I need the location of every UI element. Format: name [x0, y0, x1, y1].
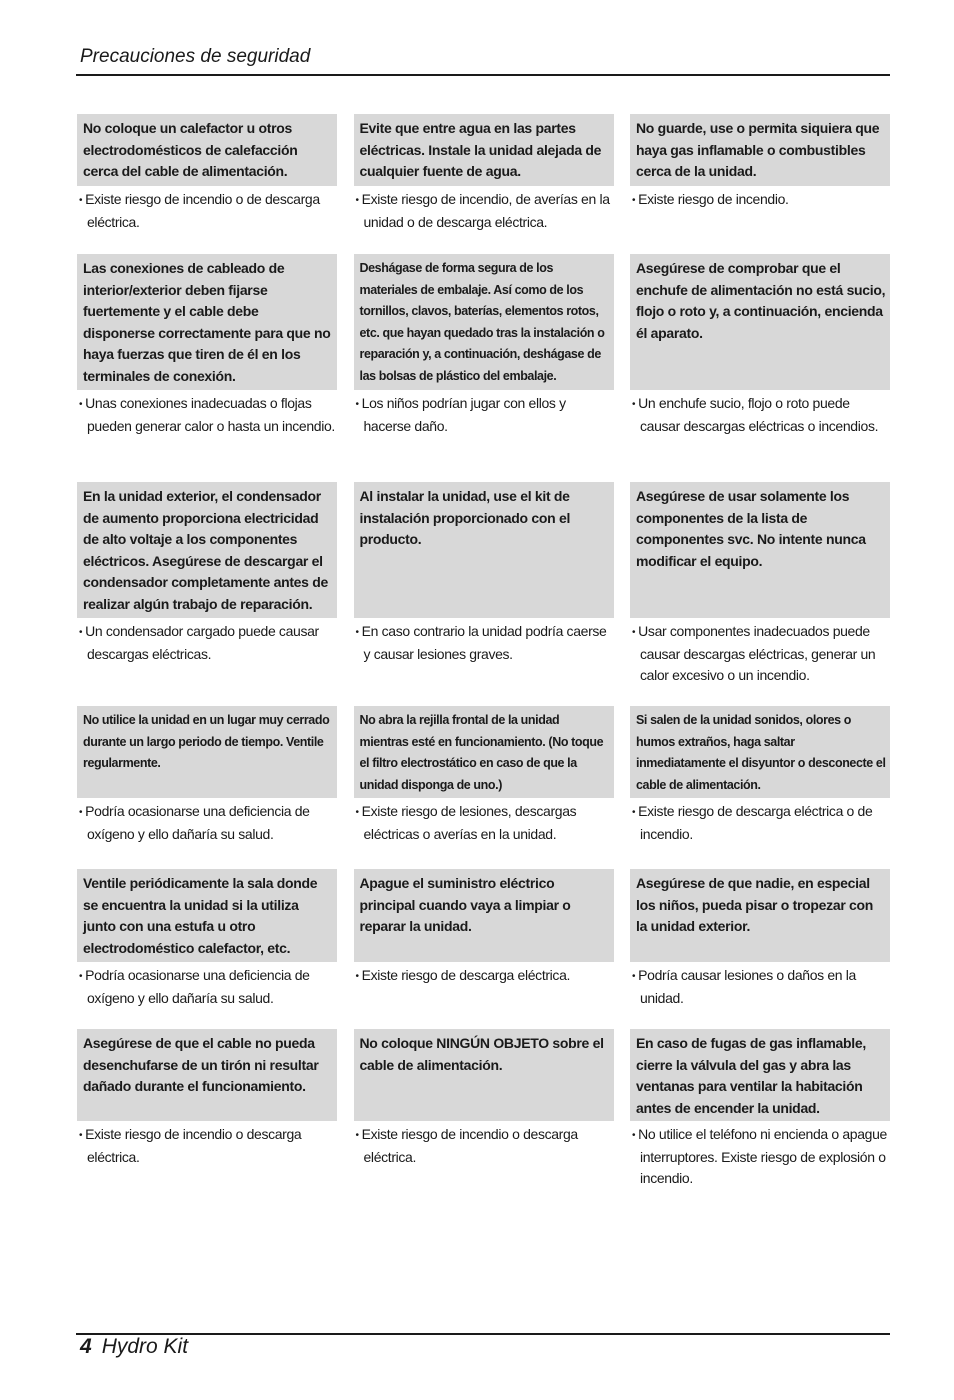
warning-note [77, 186, 337, 233]
precaution-item [77, 254, 337, 482]
precaution-item [77, 706, 337, 869]
note-text: Usar componentes inadecuados puede causar descargas eléctricas, generar un calor excesivo o un incendio. [638, 623, 876, 683]
note-text: Existe riesgo de descarga eléctrica o de incendio. [638, 803, 873, 842]
warning-note [630, 390, 890, 437]
warning-note [354, 798, 614, 845]
bullet-icon: • [355, 807, 359, 818]
note-text: Un enchufe sucio, flojo o roto puede causar descargas eléctricas o incendios. [638, 395, 879, 434]
note-text: Los niños podrían jugar con ellos y hacerse daño. [361, 395, 566, 434]
precaution-item [77, 869, 337, 1029]
note-text: Existe riesgo de incendio. [638, 191, 789, 207]
precaution-row [77, 482, 890, 706]
bullet-icon: • [79, 399, 83, 410]
header-rule [76, 74, 890, 76]
bullet-icon: • [355, 971, 359, 982]
warning-box: En la unidad exterior, el condensador de aumento proporciona electricidad de alto voltaje a los componentes eléctricos. Asegúrese de descargar el condensador completamente antes de realizar algún trabajo de reparación. [77, 482, 337, 618]
warning-note [354, 186, 614, 233]
warning-note [77, 962, 337, 1009]
warning-box: Asegúrese de que nadie, en especial los niños, pueda pisar o tropezar con la unidad exterior. [630, 869, 890, 962]
note-text: No utilice el teléfono ni encienda o apague interruptores. Existe riesgo de explosión o incendio. [638, 1126, 887, 1186]
note-text: Podría causar lesiones o daños en la unidad. [638, 967, 856, 1006]
warning-box: No coloque NINGÚN OBJETO sobre el cable de alimentación. [354, 1029, 614, 1121]
warning-box: Deshágase de forma segura de los materiales de embalaje. Así como de los tornillos, clavos, baterías, elementos rotos, etc. que hayan quedado tras la instalación o reparación y, a continuación, deshágase de las bolsas de plástico del embalaje. [354, 254, 614, 390]
footer-product: Hydro Kit [101, 1335, 189, 1358]
precaution-item [77, 482, 337, 706]
precaution-item [354, 114, 614, 254]
note-text: Podría ocasionarse una deficiencia de oxígeno y ello dañaría su salud. [85, 803, 310, 842]
bullet-icon: • [632, 971, 636, 982]
note-text: Existe riesgo de incendio o descarga eléctrica. [361, 1126, 578, 1165]
bullet-icon: • [632, 807, 636, 818]
precaution-item [630, 114, 890, 254]
warning-box: Las conexiones de cableado de interior/exterior deben fijarse fuertemente y el cable debe disponerse correctamente para que no haya fuerzas que tiren de él en los terminales de conexión. [77, 254, 337, 390]
warning-box: Si salen de la unidad sonidos, olores o humos extraños, haga saltar inmediatamente el disyuntor o desconecte el cable de alimentación. [630, 706, 890, 798]
precaution-row [77, 869, 890, 1029]
note-text: Podría ocasionarse una deficiencia de oxígeno y ello dañaría su salud. [85, 967, 310, 1006]
warning-box: No guarde, use o permita siquiera que haya gas inflamable o combustibles cerca de la unidad. [630, 114, 890, 186]
precaution-item [630, 254, 890, 482]
bullet-icon: • [79, 1130, 83, 1141]
warning-box: En caso de fugas de gas inflamable, cierre la válvula del gas y abra las ventanas para ventilar la habitación antes de encender la unidad. [630, 1029, 890, 1121]
bullet-icon: • [79, 807, 83, 818]
warning-box: Al instalar la unidad, use el kit de instalación proporcionado con el producto. [354, 482, 614, 618]
bullet-icon: • [355, 195, 359, 206]
precaution-item [354, 482, 614, 706]
warning-note [77, 390, 337, 437]
warning-note [630, 798, 890, 845]
warning-box: Ventile periódicamente la sala donde se encuentra la unidad si la utiliza junto con una estufa u otro electrodoméstico calefactor, etc. [77, 869, 337, 962]
precaution-item [77, 114, 337, 254]
precaution-item [630, 869, 890, 1029]
warning-note [354, 390, 614, 437]
bullet-icon: • [355, 1130, 359, 1141]
page-footer [80, 1335, 188, 1359]
precaution-item [354, 1029, 614, 1199]
warning-note [630, 962, 890, 1009]
note-text: Existe riesgo de incendio o de descarga eléctrica. [85, 191, 320, 230]
note-text: Unas conexiones inadecuadas o flojas pueden generar calor o hasta un incendio. [85, 395, 335, 434]
precaution-row [77, 254, 890, 482]
warning-box: Apague el suministro eléctrico principal cuando vaya a limpiar o reparar la unidad. [354, 869, 614, 962]
note-text: Existe riesgo de incendio o descarga eléctrica. [85, 1126, 302, 1165]
warning-note [354, 1121, 614, 1168]
precaution-item [630, 706, 890, 869]
warning-note [77, 1121, 337, 1168]
bullet-icon: • [355, 399, 359, 410]
precaution-item [354, 706, 614, 869]
warning-box: No utilice la unidad en un lugar muy cerrado durante un largo periodo de tiempo. Ventile regularmente. [77, 706, 337, 798]
note-text: Un condensador cargado puede causar descargas eléctricas. [85, 623, 319, 662]
warning-note [630, 1121, 890, 1190]
precaution-item [354, 869, 614, 1029]
page-header-title: Precauciones de seguridad [80, 46, 311, 67]
warning-note [630, 618, 890, 687]
precaution-item [354, 254, 614, 482]
warning-box: No abra la rejilla frontal de la unidad mientras esté en funcionamiento. (No toque el filtro electrostático en caso de que la unidad disponga de uno.) [354, 706, 614, 798]
warning-box: Evite que entre agua en las partes eléctricas. Instale la unidad alejada de cualquier fuente de agua. [354, 114, 614, 186]
precaution-item [630, 482, 890, 706]
bullet-icon: • [355, 627, 359, 638]
bullet-icon: • [632, 399, 636, 410]
warning-note [354, 962, 614, 988]
warning-note [77, 618, 337, 665]
warning-note [354, 618, 614, 665]
warning-note [77, 798, 337, 845]
page-number: 4 [80, 1335, 92, 1358]
bullet-icon: • [79, 971, 83, 982]
note-text: Existe riesgo de incendio, de averías en la unidad o de descarga eléctrica. [361, 191, 610, 230]
bullet-icon: • [79, 195, 83, 206]
warning-box: No coloque un calefactor u otros electrodomésticos de calefacción cerca del cable de alimentación. [77, 114, 337, 186]
bullet-icon: • [79, 627, 83, 638]
bullet-icon: • [632, 195, 636, 206]
warning-note [630, 186, 890, 212]
note-text: En caso contrario la unidad podría caerse y causar lesiones graves. [361, 623, 607, 662]
bullet-icon: • [632, 627, 636, 638]
precaution-row [77, 1029, 890, 1199]
precaution-row [77, 114, 890, 254]
bullet-icon: • [632, 1130, 636, 1141]
precaution-row [77, 706, 890, 869]
warning-box: Asegúrese de usar solamente los componentes de la lista de componentes svc. No intente nunca modificar el equipo. [630, 482, 890, 618]
warning-box: Asegúrese de que el cable no pueda desenchufarse de un tirón ni resultar dañado durante el funcionamiento. [77, 1029, 337, 1121]
precautions-grid [77, 114, 890, 1199]
note-text: Existe riesgo de lesiones, descargas eléctricas o averías en la unidad. [361, 803, 577, 842]
precaution-item [630, 1029, 890, 1199]
precaution-item [77, 1029, 337, 1199]
note-text: Existe riesgo de descarga eléctrica. [361, 967, 571, 983]
warning-box: Asegúrese de comprobar que el enchufe de alimentación no está sucio, flojo o roto y, a continuación, encienda él aparato. [630, 254, 890, 390]
footer-rule [76, 1333, 890, 1335]
